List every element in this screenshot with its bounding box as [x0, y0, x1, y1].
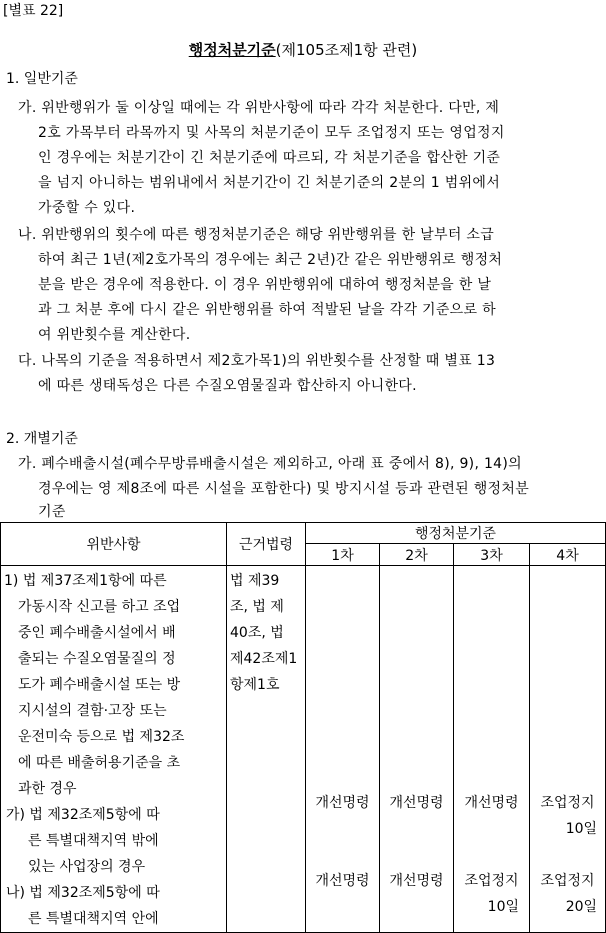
violation-text: 중인 폐수배출시설에서 배 — [18, 625, 176, 641]
law-text: 제42조제1 — [230, 651, 298, 667]
law-cell — [227, 566, 306, 933]
criteria-ga-line-1: 가. 폐수배출시설(폐수무방류배출시설은 제외하고, 아래 표 중에서 8), 9), 14)의 — [18, 456, 522, 472]
penalty-1st-cell — [306, 566, 380, 933]
penalty-3rd-cell — [454, 566, 530, 933]
penalty-value: 조업정지 — [540, 795, 595, 811]
header-3rd: 3차 — [454, 544, 530, 566]
penalty-value: 조업정지 — [540, 873, 595, 889]
violation-text: 1) 법 제37조제1항에 따른 — [4, 573, 167, 589]
penalty-value: 개선명령 — [315, 873, 370, 889]
rule-da-line-1: 다. 나목의 기준을 적용하면서 제2호가목1)의 위반횟수를 산정할 때 별표 13 — [18, 353, 496, 369]
criteria-ga-line-2: 경우에는 영 제8조에 따른 시설을 포함한다) 및 방지시설 등과 관련된 행정처분 — [38, 481, 530, 497]
rule-ga-line-4: 을 넘지 아니하는 범위내에서 처분기간이 긴 처분기준의 2분의 1 범위에서 — [38, 175, 501, 191]
penalty-value: 개선명령 — [315, 795, 370, 811]
violation-sub-a-text: 가) 법 제32조제5항에 따 — [6, 807, 160, 823]
penalty-table — [0, 522, 606, 933]
header-2nd: 2차 — [380, 544, 454, 566]
penalty-value: 개선명령 — [464, 795, 519, 811]
violation-sub-a-text: 있는 사업장의 경우 — [28, 859, 146, 875]
penalty-value: 10일 — [565, 821, 598, 837]
penalty-4th-cell — [530, 566, 606, 933]
penalty-value: 개선명령 — [389, 873, 444, 889]
section-1-heading: 1. 일반기준 — [6, 71, 78, 87]
header-4th: 4차 — [530, 544, 606, 566]
page-title — [0, 39, 606, 60]
law-text: 40조, 법 — [230, 625, 284, 641]
violation-text: 출되는 수질오염물질의 정 — [18, 651, 176, 667]
criteria-ga-line-3: 기준 — [38, 504, 66, 520]
violation-text: 가동시작 신고를 하고 조업 — [18, 599, 181, 615]
rule-ga-line-5: 가중할 수 있다. — [38, 200, 136, 216]
header-1st: 1차 — [306, 544, 380, 566]
title-main: 행정처분기준 — [188, 41, 276, 59]
violation-text: 도가 폐수배출시설 또는 방 — [18, 677, 181, 693]
penalty-value: 20일 — [565, 899, 598, 915]
violation-sub-b-text: 나) 법 제32조제5항에 따 — [6, 885, 160, 901]
penalty-2nd-cell — [380, 566, 454, 933]
section-2-heading: 2. 개별기준 — [6, 431, 78, 447]
penalty-value: 개선명령 — [389, 795, 444, 811]
violation-sub-b-text: 른 특별대책지역 안에 — [28, 911, 159, 927]
header-violation: 위반사항 — [1, 523, 227, 566]
violation-text: 에 따른 배출허용기준을 초 — [18, 755, 181, 771]
violation-text: 과한 경우 — [18, 781, 77, 797]
violation-cell — [1, 566, 227, 933]
table-row — [1, 566, 606, 933]
annex-tag: [별표 22] — [3, 3, 64, 19]
title-reference: (제105조제1항 관련) — [275, 41, 418, 59]
penalty-value: 10일 — [487, 899, 519, 915]
penalty-value: 조업정지 — [464, 873, 519, 889]
law-text: 법 제39 — [230, 573, 280, 589]
rule-da-line-2: 에 따른 생태독성은 다른 수질오염물질과 합산하지 아니한다. — [38, 378, 417, 394]
violation-text: 지시설의 결함·고장 또는 — [18, 703, 167, 719]
law-text: 조, 법 제 — [230, 599, 284, 615]
law-text: 항제1호 — [230, 677, 280, 693]
violation-sub-a-text: 른 특별대책지역 밖에 — [28, 833, 159, 849]
header-penalty-criteria: 행정처분기준 — [306, 523, 606, 544]
rule-na-line-3: 분을 받은 경우에 적용한다. 이 경우 위반행위에 대하여 행정처분을 한 날 — [38, 277, 492, 293]
rule-ga-line-1: 가. 위반행위가 둘 이상일 때에는 각 위반사항에 따라 각각 처분한다. 다만, 제 — [18, 100, 500, 116]
rule-ga-line-2: 2호 가목부터 라목까지 및 사목의 처분기준이 모두 조업정지 또는 영업정지 — [38, 125, 505, 141]
rule-na-line-1: 나. 위반행위의 횟수에 따른 행정처분기준은 해당 위반행위를 한 날부터 소급 — [18, 227, 495, 243]
rule-na-line-2: 하여 최근 1년(제2호가목의 경우에는 최근 2년)간 같은 위반행위로 행정처 — [38, 252, 503, 268]
rule-ga-line-3: 인 경우에는 처분기간이 긴 처분기준에 따르되, 각 처분기준을 합산한 기준 — [38, 150, 501, 166]
rule-na-line-5: 여 위반횟수를 계산한다. — [38, 327, 191, 343]
rule-na-line-4: 과 그 처분 후에 다시 같은 위반행위를 하여 적발된 날을 각각 기준으로 하 — [38, 302, 496, 318]
violation-text: 운전미숙 등으로 법 제32조 — [18, 729, 185, 745]
header-law: 근거법령 — [227, 523, 306, 566]
